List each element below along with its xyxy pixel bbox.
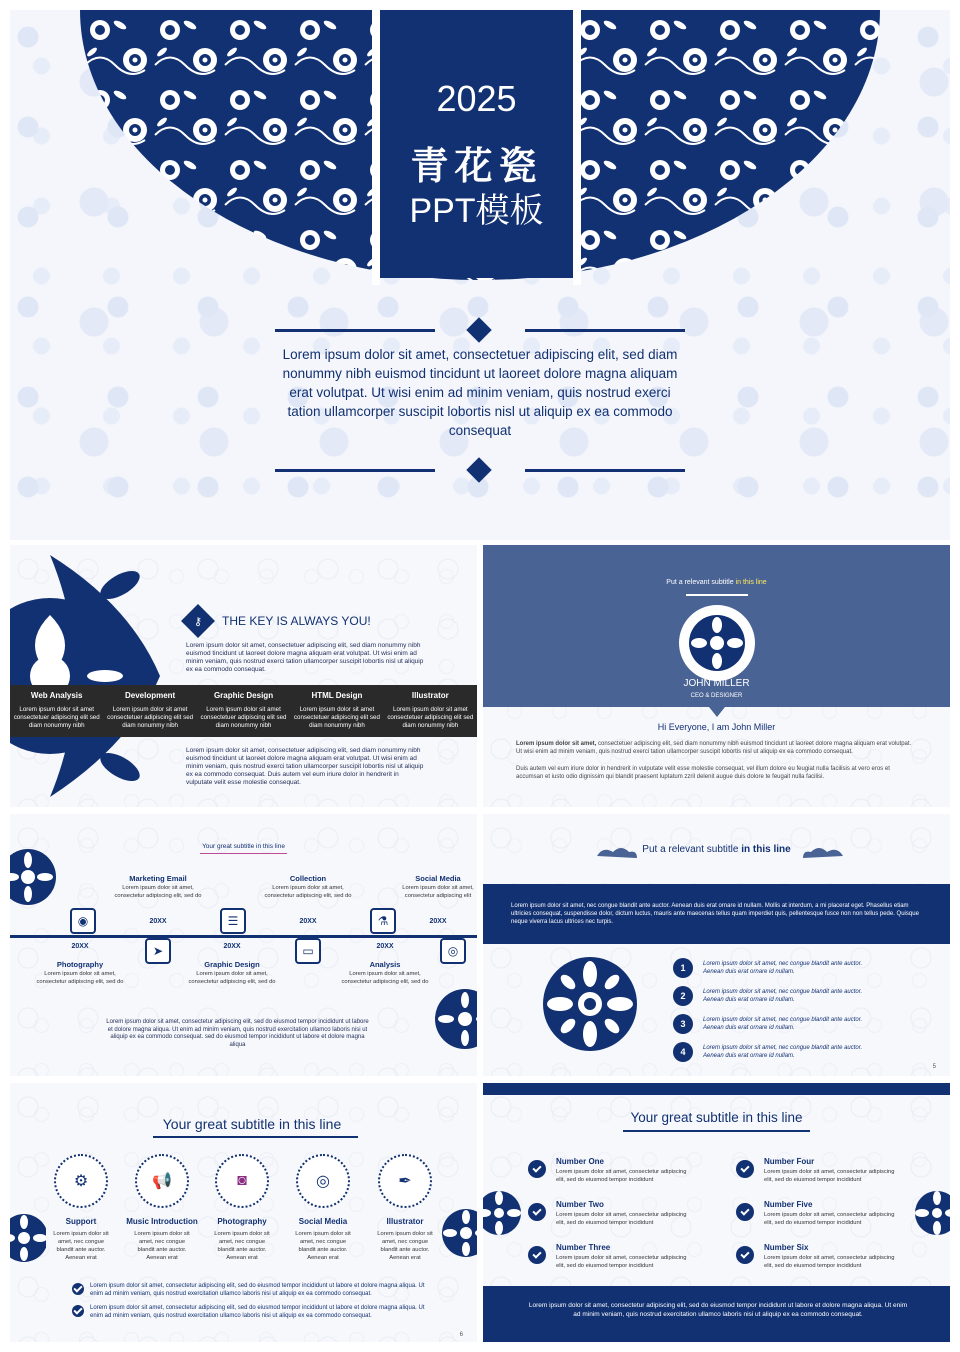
- check-icon: [736, 1203, 754, 1221]
- number-badge: 4: [673, 1042, 693, 1062]
- para1-bold: Lorem ipsum dolor sit amet,: [516, 741, 597, 747]
- feature-text: Lorem ipsum dolor sit amet consectetuer adipiscing elit sed diam nonummy nibh: [293, 706, 380, 729]
- disc-icon: ◎: [447, 944, 459, 958]
- medallion-center: [540, 954, 640, 1054]
- timeline-bottom-title: Photography: [56, 960, 104, 969]
- slide6-title: Your great subtitle in this line: [630, 1110, 803, 1125]
- check-text: Lorem ipsum dolor sit amet, consectetur adipiscing elit, sed do eiusmod tempor incididunt ut labore et dolore magna aliqua. Ut enim ad minim veniam, quis nostrud exercitation ullamco laboris nisi ut aliquip ex ea commodo consequat.: [90, 1305, 425, 1319]
- number-item-text: Lorem ipsum dolor sit amet, nec congue blandit ante auctor. Aenean duis erat ornare id nullam.: [703, 1045, 863, 1059]
- profile-para2: Duis autem vel eum iriure dolor in hendrerit in vulputate velit esse molestie consequat, vel illum dolore eu feugiat nulla facilisis at vero eros et accumsan et iusto odio dignissim qui blandit praesent luptatum zzril delenit augue duis dolore te feugait nulla facilisi.: [516, 766, 890, 780]
- tagline-underline: [686, 594, 748, 596]
- number-title: Number Three: [556, 1243, 611, 1252]
- service-title: Support: [65, 1217, 97, 1226]
- feature-title: HTML Design: [311, 691, 363, 700]
- service-title: Photography: [217, 1217, 267, 1226]
- service-text: Lorem ipsum dolor sit amet, nec congue blandit ante auctor. Aenean erat: [134, 1231, 190, 1261]
- service-circle: [378, 1154, 432, 1208]
- feature-text: Lorem ipsum dolor sit amet consectetuer adipiscing elit sed diam nonummy nibh: [13, 706, 100, 729]
- timeline-top-title: Collection: [289, 874, 327, 883]
- medallion-left: [10, 822, 58, 932]
- service-title: Music Introduction: [126, 1217, 198, 1226]
- timeline-icon-box: [440, 938, 466, 964]
- number-item-text: Lorem ipsum dolor sit amet, nec congue blandit ante auctor. Aenean duis erat ornare id nullam.: [703, 1017, 863, 1031]
- cover-subtitle: PPT模板: [409, 192, 544, 230]
- timeline-body: Lorem ipsum dolor sit amet, consectetur adipiscing elit, sed do eiusmod tempor incididunt ut labore et dolore magna aliqua. Ut enim ad minim veniam, quis nostrud exercitation ullamco laboris nisi ut aliquip ex ea commodo consequat. sed do eiusmod tempor incididunt ut labore et dolore magna aliqua: [106, 1019, 369, 1048]
- service-text: Lorem ipsum dolor sit amet, nec congue blandit ante auctor. Aenean erat: [377, 1231, 433, 1261]
- disc-icon: ◎: [316, 1173, 330, 1190]
- service-text: Lorem ipsum dolor sit amet, nec congue blandit ante auctor. Aenean erat: [53, 1231, 109, 1261]
- service-circle: [135, 1154, 189, 1208]
- megaphone-icon: 📢: [152, 1173, 172, 1190]
- number-text: Lorem ipsum dolor sit amet, consectetur adipiscing elit, sed do eiusmod tempor incididunt: [556, 1255, 687, 1269]
- service-title: Illustrator: [386, 1217, 424, 1226]
- number-text: Lorem ipsum dolor sit amet, consectetur adipiscing elit, sed do eiusmod tempor incididunt: [556, 1212, 687, 1226]
- medallion-right-s6: [913, 1173, 950, 1253]
- timeline-bottom-title: Analysis: [369, 960, 401, 969]
- tagline-prefix: Put a relevant subtitle: [666, 579, 736, 586]
- check-icon: [72, 1305, 84, 1317]
- slide1-heading: THE KEY IS ALWAYS YOU!: [222, 614, 371, 628]
- timeline-icon-box: [370, 908, 396, 934]
- timeline-line: [10, 935, 477, 938]
- service-title: Social Media: [298, 1217, 348, 1226]
- timeline-icon-box: [295, 938, 321, 964]
- check-text: Lorem ipsum dolor sit amet, consectetur adipiscing elit, sed do eiusmod tempor incididunt ut labore et dolore magna aliqua. Ut enim ad minim veniam, quis nostrud exercitation ullamco laboris nisi ut aliquip ex ea commodo consequat.: [90, 1283, 425, 1297]
- number-text: Lorem ipsum dolor sit amet, consectetur adipiscing elit, sed do eiusmod tempor incididunt: [764, 1169, 895, 1183]
- profile-para1: [516, 741, 916, 756]
- slide-timeline: [10, 814, 477, 1076]
- slide4-title: [483, 844, 950, 855]
- feature-title: Graphic Design: [213, 691, 274, 700]
- profile-name: JOHN MILLER: [683, 678, 750, 689]
- number-title: Number Two: [556, 1200, 604, 1209]
- feature-text: Lorem ipsum dolor sit amet consectetuer adipiscing elit sed diam nonummy nibh: [200, 706, 287, 729]
- send-icon: ➤: [152, 944, 164, 958]
- key-symbol: ⚷: [193, 615, 203, 628]
- slide6-title-underline: [623, 1130, 810, 1132]
- pen-icon: ✒: [398, 1173, 412, 1190]
- flask-icon: ⚗: [377, 914, 389, 928]
- timeline-top-year: 20XX: [299, 918, 317, 925]
- profile-role: CEO & DESIGNER: [690, 693, 743, 699]
- timeline-icon-box: [145, 938, 171, 964]
- timeline-subtitle: Your great subtitle in this line: [202, 843, 285, 850]
- service-circle: [296, 1154, 350, 1208]
- slide-key-is-you: [10, 545, 477, 807]
- camera-icon: ◉: [77, 914, 89, 928]
- timeline-bottom-year: 20XX: [223, 943, 241, 950]
- slide5-title: Your great subtitle in this line: [162, 1116, 342, 1132]
- profile-tagline: [483, 579, 950, 586]
- slide-numbers: [483, 1083, 950, 1342]
- number-item-text: Lorem ipsum dolor sit amet, nec congue blandit ante auctor. Aenean duis erat ornare id nullam.: [703, 961, 863, 975]
- wallet-icon: ▭: [302, 944, 314, 958]
- number-item-text: Lorem ipsum dolor sit amet, nec congue blandit ante auctor. Aenean duis erat ornare id nullam.: [703, 989, 863, 1003]
- slide1-body: Lorem ipsum dolor sit amet, consectetuer adipiscing elit, sed diam nonummy nibh euismod tincidunt ut laoreet dolore magna aliquam erat volutpat. Ut wisi enim ad minim veniam, quis nostrud exerci tation ullamcorper suscipit lobortis nisl ut aliquip ex ea commodo consequat. Duis autem vel eum iriure dolor in hendrerit in vulputate velit esse molestie consequat.: [186, 747, 424, 786]
- number-title: Number Four: [764, 1157, 815, 1166]
- feature-column: [103, 685, 196, 737]
- slide-numbered: [483, 814, 950, 1076]
- timeline-icon-box: [70, 908, 96, 934]
- slide-profile: [483, 545, 950, 807]
- slide4-title-bold: in this line: [741, 844, 791, 855]
- slide1-intro: Lorem ipsum dolor sit amet, consectetuer adipiscing elit, sed diam nonummy nibh euismod tincidunt ut laoreet dolore magna aliquam erat volutpat. Ut wisi enim ad minim veniam, quis nostrud exerci tation ullamcorper suscipit lobortis nisl ut aliquip ex ea commodo consequat.: [186, 642, 424, 673]
- medallion-left-bottom: [10, 1198, 46, 1278]
- feature-text: Lorem ipsum dolor sit amet consectetuer adipiscing elit sed diam nonummy nibh: [107, 706, 194, 729]
- timeline-bottom-year: 20XX: [376, 943, 394, 950]
- gear-icon: ⚙: [73, 1173, 89, 1190]
- feature-title: Illustrator: [411, 691, 449, 700]
- tagline-highlight: in this line: [735, 579, 767, 586]
- timeline-bottom-text: Lorem ipsum dolor sit amet, consectetur adipiscing elit, sed do: [36, 971, 124, 985]
- page-number: 5: [932, 1064, 936, 1070]
- check-icon: [736, 1160, 754, 1178]
- service-text: Lorem ipsum dolor sit amet, nec congue blandit ante auctor. Aenean erat: [214, 1231, 270, 1261]
- sliders-icon: ☰: [227, 914, 239, 928]
- slide-services: [10, 1083, 477, 1342]
- feature-bar: [10, 685, 477, 737]
- cover-title: 青花瓷: [410, 146, 543, 188]
- para1-text: consectetuer adipiscing elit, sed diam nonummy nibh euismod tincidunt ut laoreet dolore magna aliquam erat volutpat. Ut wisi enim ad minim veniam, quis nostrud exerci tation ullamcorper suscipit lobortis nisl ut aliquip ex ea commodo consequat.: [516, 741, 912, 755]
- timeline-bottom-year: 20XX: [71, 943, 89, 950]
- feature-text: Lorem ipsum dolor sit amet consectetuer adipiscing elit sed diam nonummy nibh: [387, 706, 474, 729]
- feature-column: [290, 685, 383, 737]
- number-text: Lorem ipsum dolor sit amet, consectetur adipiscing elit, sed do eiusmod tempor incididunt: [764, 1212, 895, 1226]
- number-text: Lorem ipsum dolor sit amet, consectetur adipiscing elit, sed do eiusmod tempor incididunt: [764, 1255, 895, 1269]
- timeline-top-title: Marketing Email: [129, 874, 187, 883]
- number-title: Number Five: [764, 1200, 813, 1209]
- slide5-title-underline: [153, 1136, 358, 1138]
- service-circle: [215, 1154, 269, 1208]
- slide4-title-prefix: Put a relevant subtitle: [642, 844, 742, 855]
- number-title: Number One: [556, 1157, 605, 1166]
- feature-title: Web Analysis: [30, 691, 83, 700]
- check-icon: [736, 1246, 754, 1264]
- lotus-ornament: [10, 545, 170, 807]
- camera-icon: ◙: [237, 1172, 247, 1189]
- page-number: 6: [459, 1332, 463, 1338]
- cloud-right-icon: [801, 844, 845, 862]
- feature-column: [197, 685, 290, 737]
- timeline-top-text: Lorem ipsum dolor sit amet, consectetur adipiscing elit: [402, 885, 474, 899]
- cover-body: Lorem ipsum dolor sit amet, consectetuer adipiscing elit, sed diam nonummy nibh euismod tincidunt ut laoreet dolore magna aliquam erat volutpat. Ut wisi enim ad minim veniam, quis nostrud exerci tation ullamcorper suscipit lobortis nisl ut aliquip ex ea commodo consequat: [282, 347, 678, 438]
- divider-bottom: [275, 460, 685, 480]
- number-badge: 1: [673, 958, 693, 978]
- timeline-top-text: Lorem ipsum dolor sit amet, consectetur adipiscing elit, sed do: [264, 885, 352, 899]
- check-icon: [528, 1246, 546, 1264]
- medallion-left-s6: [483, 1173, 523, 1253]
- profile-pointer: [709, 707, 725, 717]
- timeline-top-title: Social Media: [415, 874, 461, 883]
- check-icon: [528, 1160, 546, 1178]
- service-circle: [54, 1154, 108, 1208]
- medallion-right: [430, 964, 477, 1074]
- slide6-footer-text: Lorem ipsum dolor sit amet, consectetur adipiscing elit, sed do eiusmod tempor incididunt ut labore et dolore magna aliqua. Ut enim ad minim veniam, quis nostrud exercitation ullamco laboris nisi ut aliquip ex ea commodo consequat.: [528, 1302, 908, 1318]
- feature-column: [384, 685, 477, 737]
- divider-top: [275, 320, 685, 340]
- timeline-subtitle-underline: [200, 853, 287, 854]
- medallion-right-bottom: [440, 1193, 477, 1273]
- greeting: Hi Everyone, I am John Miller: [657, 722, 776, 732]
- timeline-bottom-text: Lorem ipsum dolor sit amet, consectetur adipiscing elit, sed do: [188, 971, 276, 985]
- timeline-bottom-title: Graphic Design: [204, 960, 260, 969]
- feature-title: Development: [124, 691, 176, 700]
- timeline-top-year: 20XX: [149, 918, 167, 925]
- slide4-banner-text: Lorem ipsum dolor sit amet, nec congue blandit ante auctor. Aenean duis erat ornare id nullam. Mollis at interdum, a mi placerat eget. Phasellus etiam ultricies consequat, suspendisse dolor, dictum luctus, mauris ante maecenas tellus quam imperdiet quis, pellentesque fusce non non tellus pede. Quisque neque viverra lacus ultrices nec turpis.: [511, 903, 919, 925]
- cover-year: 2025: [436, 78, 517, 119]
- number-badge: 2: [673, 986, 693, 1006]
- feature-column: [10, 685, 103, 737]
- number-text: Lorem ipsum dolor sit amet, consectetur adipiscing elit, sed do eiusmod tempor incididunt: [556, 1169, 687, 1183]
- timeline-bottom-text: Lorem ipsum dolor sit amet, consectetur adipiscing elit, sed do: [341, 971, 429, 985]
- check-icon: [72, 1283, 84, 1295]
- check-icon: [528, 1203, 546, 1221]
- top-band: [483, 1083, 950, 1095]
- timeline-top-year: 20XX: [429, 918, 447, 925]
- cover-slide: [10, 10, 950, 540]
- number-badge: 3: [673, 1014, 693, 1034]
- timeline-top-text: Lorem ipsum dolor sit amet, consectetur adipiscing elit, sed do: [114, 885, 202, 899]
- service-text: Lorem ipsum dolor sit amet, nec congue blandit ante auctor. Aenean erat: [295, 1231, 351, 1261]
- avatar: [679, 605, 755, 681]
- timeline-icon-box: [220, 908, 246, 934]
- number-title: Number Six: [764, 1243, 809, 1252]
